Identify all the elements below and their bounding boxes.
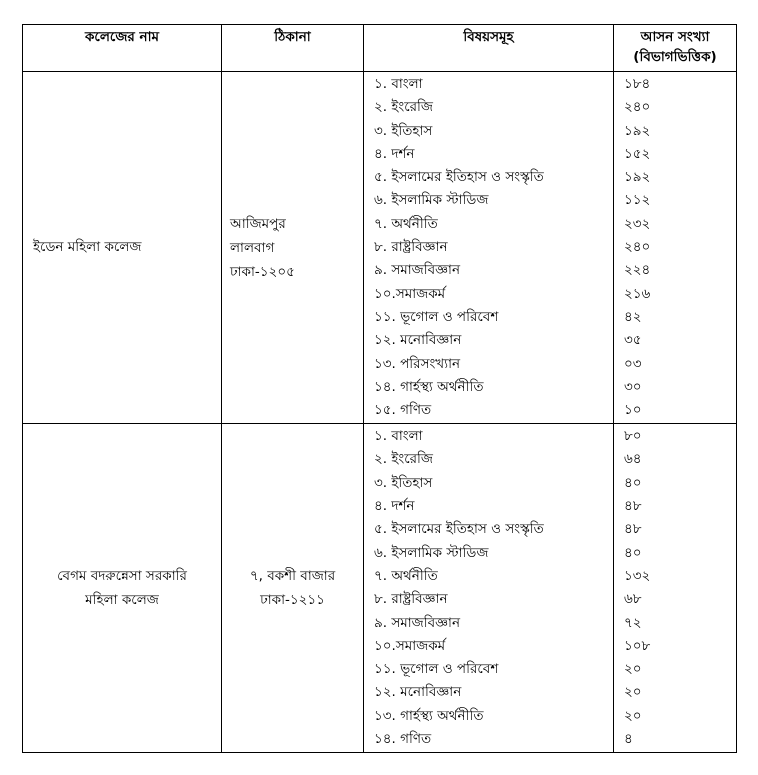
- subject-item: ৪. দর্শন: [374, 498, 415, 515]
- college-seat-table: [22, 24, 737, 753]
- subject-item: ১৩. পরিসংখ্যান: [374, 355, 461, 372]
- college-name-line: বেগম বদরুন্নেসা সরকারি: [57, 568, 187, 585]
- subject-item: ৫. ইসলামের ইতিহাস ও সংস্কৃতি: [374, 169, 544, 186]
- subject-item: ১১. ভূগোল ও পরিবেশ: [374, 661, 499, 678]
- seat-count: ৬৪: [624, 451, 642, 468]
- subject-item: ১১. ভূগোল ও পরিবেশ: [374, 308, 499, 325]
- subject-item: ৪. দর্শন: [374, 145, 415, 162]
- address-cell: [222, 72, 364, 424]
- header-college-name: [23, 25, 222, 72]
- subject-item: ১৪. গণিত: [374, 731, 432, 748]
- subject-item: ৮. রাষ্ট্রবিজ্ঞান: [374, 591, 448, 608]
- address-line: লালবাগ: [230, 239, 275, 256]
- header-college-label: কলেজের নাম: [84, 29, 160, 45]
- college-row-eden: [23, 72, 737, 424]
- subject-item: ৩. ইতিহাস: [374, 122, 433, 139]
- address-cell: [222, 424, 364, 753]
- college-row-begum-badrunnesa: [23, 424, 737, 753]
- subject-item: ৬. ইসলামিক স্টাডিজ: [374, 544, 489, 561]
- college-name-line: ইডেন মহিলা কলেজ: [33, 239, 142, 256]
- subject-item: ১. বাংলা: [374, 76, 423, 92]
- seat-count: ৪০: [624, 544, 642, 561]
- seat-count: ১০: [624, 402, 642, 419]
- subject-item: ১২. মনোবিজ্ঞান: [374, 332, 462, 349]
- seat-count: ৪৮: [624, 521, 642, 538]
- seat-count: ৩০: [624, 378, 642, 395]
- subject-item: ৮. রাষ্ট্রবিজ্ঞান: [374, 239, 448, 256]
- subject-item: ৬. ইসলামিক স্টাডিজ: [374, 192, 489, 209]
- seat-count: ০৩: [624, 355, 642, 372]
- seat-count: ৪৮: [624, 498, 642, 515]
- header-address-label: ঠিকানা: [274, 29, 311, 45]
- header-seats-line2: (বিভাগভিত্তিক): [633, 49, 717, 65]
- seat-count: ২৪০: [624, 239, 651, 256]
- subject-item: ৭. অর্থনীতি: [374, 215, 438, 232]
- seat-count: ১০৮: [624, 637, 651, 654]
- seat-count: ১৮৪: [624, 76, 651, 92]
- seat-count: ২১৬: [624, 285, 651, 302]
- seat-count: ৬৮: [624, 591, 642, 608]
- subjects-cell: [364, 72, 614, 424]
- seat-count: ৪২: [624, 308, 642, 325]
- subject-item: ১৩. গার্হস্থ্য অর্থনীতি: [374, 707, 484, 724]
- seat-count: ৭২: [624, 614, 642, 631]
- subjects-cell: [364, 424, 614, 753]
- subject-item: ৯. সমাজবিজ্ঞান: [374, 614, 461, 631]
- seat-count: ২০: [624, 661, 642, 678]
- header-subjects-label: বিষয়সমূহ: [463, 29, 514, 45]
- seat-count: ২৪০: [624, 99, 651, 116]
- header-seats-line1: আসন সংখ্যা: [640, 29, 710, 45]
- seat-count: ২০: [624, 707, 642, 724]
- address-line: ৭, বকশী বাজার: [249, 568, 336, 585]
- seat-count: ১৯২: [624, 122, 651, 139]
- header-address: [222, 25, 364, 72]
- subject-item: ১০.সমাজকর্ম: [374, 637, 446, 654]
- subject-item: ১৪. গার্হস্থ্য অর্থনীতি: [374, 378, 484, 395]
- seats-cell: [614, 424, 737, 753]
- subject-item: ৫. ইসলামের ইতিহাস ও সংস্কৃতি: [374, 521, 544, 538]
- seat-count: ৪: [624, 731, 633, 748]
- subject-item: ৩. ইতিহাস: [374, 474, 433, 491]
- header-subjects: [364, 25, 614, 72]
- college-name-cell: [23, 424, 222, 753]
- seat-count: ৩৫: [624, 332, 642, 349]
- address-line: ঢাকা-১২০৫: [230, 263, 295, 280]
- subject-item: ২. ইংরেজি: [374, 451, 433, 468]
- college-name-line: মহিলা কলেজ: [85, 592, 159, 609]
- seat-count: ১৯২: [624, 169, 651, 186]
- subject-item: ১. বাংলা: [374, 428, 423, 445]
- college-name-cell: [23, 72, 222, 424]
- seat-count: ২২৪: [624, 262, 651, 279]
- subject-item: ১২. মনোবিজ্ঞান: [374, 684, 462, 701]
- seat-count: ৮০: [624, 428, 642, 445]
- seat-count: ২৩২: [624, 215, 651, 232]
- subject-item: ১৫. গণিত: [374, 402, 432, 419]
- subject-item: ১০.সমাজকর্ম: [374, 285, 446, 302]
- subject-item: ৯. সমাজবিজ্ঞান: [374, 262, 461, 279]
- subject-item: ২. ইংরেজি: [374, 99, 433, 116]
- seats-cell: [614, 72, 737, 424]
- header-seats: [614, 25, 737, 72]
- seat-count: ১৫২: [624, 145, 651, 162]
- seat-count: ৪০: [624, 474, 642, 491]
- address-line: ঢাকা-১২১১: [260, 592, 325, 609]
- subject-item: ৭. অর্থনীতি: [374, 567, 438, 584]
- seat-count: ২০: [624, 684, 642, 701]
- seat-count: ১৩২: [624, 567, 651, 584]
- header-row: [23, 25, 737, 72]
- seat-count: ১১২: [624, 192, 651, 209]
- address-line: আজিমপুর: [230, 215, 286, 232]
